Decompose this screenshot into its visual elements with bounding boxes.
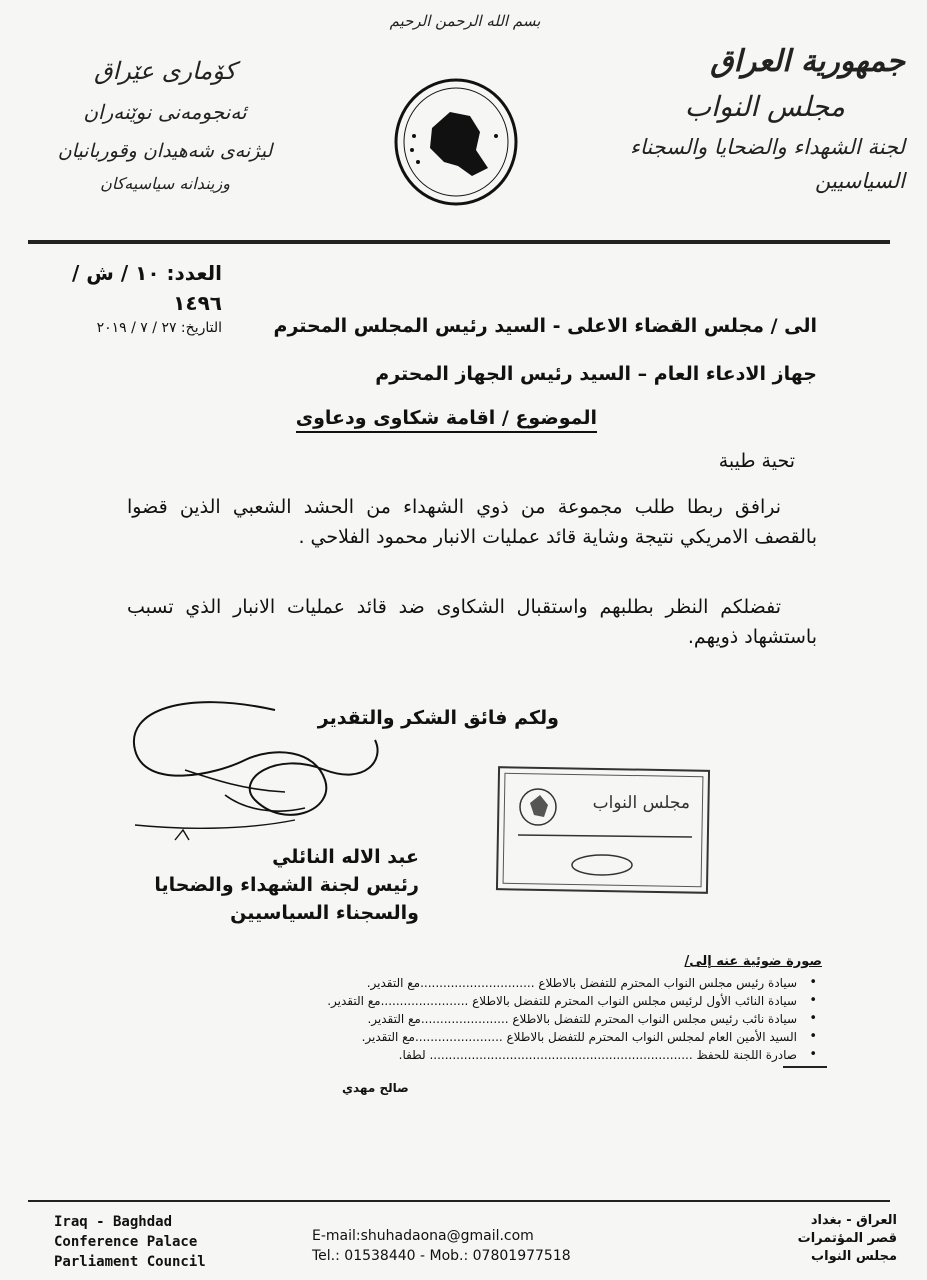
signer-title-2: والسجناء السياسيين xyxy=(230,902,419,924)
cc-title: صورة ضوئية عنه إلى/ xyxy=(684,954,822,969)
cc-item: • السيد الأمين العام لمجلس النواب المحترم للتفضل بالاطلاع .......................مع التقدير. xyxy=(185,1028,825,1046)
letterhead-kurdish-committee-2: وزیندانە سیاسیەکان xyxy=(100,174,230,193)
cc-mark xyxy=(783,1066,827,1068)
cc-item: • سيادة نائب رئيس مجلس النواب المحترم للتفضل بالاطلاع .......................مع التقدير. xyxy=(185,1010,825,1028)
cc-item: • سيادة النائب الأول لرئيس مجلس النواب المحترم للتفضل بالاطلاع .......................مع التقدير. xyxy=(185,992,825,1010)
closing-line: ولكم فائق الشكر والتقدير xyxy=(317,707,559,729)
footer-ar-line: قصر المؤتمرات xyxy=(797,1231,897,1246)
handwritten-signature xyxy=(125,680,445,850)
basmala: بسم الله الرحمن الرحيم xyxy=(389,12,541,30)
parliament-seal-logo xyxy=(392,76,520,208)
footer-ar-line: مجلس النواب xyxy=(811,1249,897,1264)
body-paragraph-1: نرافق ربطا طلب مجموعة من ذوي الشهداء من الحشد الشعبي الذين قضوا بالقصف الامريكي نتيجة وشاية قائد عمليات الانبار محمود الفلاحي . xyxy=(127,496,817,548)
cc-item: • صادرة اللجنة للحفظ ..................................................................... لطفا. xyxy=(185,1046,825,1064)
letterhead-kurdish-republic: كۆماری عێراق xyxy=(93,57,237,85)
reference-number: العدد: ١٠ / ش / ١٤٩٦ xyxy=(72,261,222,315)
header-divider xyxy=(28,240,890,244)
letterhead-republic: جمهورية العراق xyxy=(710,44,905,79)
letterhead-kurdish-committee: لیژنەی شەهیدان وقوربانیان xyxy=(57,140,273,162)
letterhead-kurdish-parliament: ئەنجومەنی نوێنەران xyxy=(83,100,247,124)
clerk-name: صالح مهدي xyxy=(342,1081,409,1095)
letterhead-parliament: مجلس النواب xyxy=(684,90,845,123)
footer-phone: Tel.: 01538440 - Mob.: 07801977518 xyxy=(312,1248,571,1264)
footer-address-arabic xyxy=(798,1212,897,1266)
greeting: تحية طيبة xyxy=(718,450,795,472)
footer-en-line: Conference Palace xyxy=(54,1234,198,1250)
footer-ar-line: العراق - بغداد xyxy=(810,1213,897,1228)
stamp-title: مجلس النواب xyxy=(592,793,690,813)
body-paragraph-2: تفضلكم النظر بطلبهم واستقبال الشكاوى ضد قائد عمليات الانبار الذي تسبب باستشهاد ذويهم. xyxy=(127,596,817,648)
reference-block xyxy=(22,258,222,338)
footer-divider xyxy=(28,1200,890,1202)
cc-item: • سيادة رئيس مجلس النواب المحترم للتفضل بالاطلاع ..............................مع التقدير. xyxy=(185,974,825,992)
cc-list xyxy=(185,974,825,1064)
official-stamp xyxy=(494,765,712,895)
footer-contact xyxy=(312,1226,571,1266)
letterhead-arabic xyxy=(605,40,905,198)
footer-en-line: Parliament Council xyxy=(54,1254,206,1270)
footer-email: E-mail:shuhadaona@gmail.com xyxy=(312,1228,534,1244)
signer-name: عبد الاله النائلي xyxy=(272,846,419,868)
signer-block xyxy=(59,843,419,927)
addressee-1: الى / مجلس القضاء الاعلى - السيد رئيس المجلس المحترم xyxy=(273,315,817,337)
letterhead-kurdish xyxy=(40,50,290,198)
letterhead-committee: لجنة الشهداء والضحايا والسجناء السياسيين xyxy=(629,135,905,193)
signer-title-1: رئيس لجنة الشهداء والضحايا xyxy=(154,874,419,896)
reference-date: التاريخ: ٢٧ / ٧ / ٢٠١٩ xyxy=(96,320,222,336)
footer-en-line: Iraq - Baghdad xyxy=(54,1214,173,1230)
subject-line: الموضوع / اقامة شكاوى ودعاوى xyxy=(296,407,597,433)
addressee-2: جهاز الادعاء العام – السيد رئيس الجهاز المحترم xyxy=(375,363,817,385)
footer-address-english xyxy=(54,1212,206,1272)
